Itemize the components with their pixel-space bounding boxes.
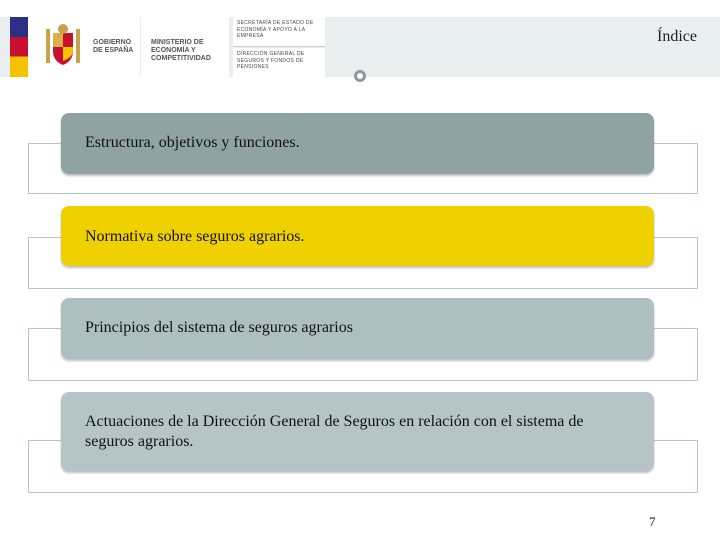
index-item-normativa[interactable]: Normativa sobre seguros agrarios. xyxy=(61,206,654,266)
decorative-circle-icon xyxy=(353,69,367,83)
government-logo xyxy=(28,17,140,77)
secretaria-label: SECRETARÍA DE ESTADO DE ECONOMÍA Y APOYO A LA EMPRESA xyxy=(233,17,325,47)
ministry-text: MINISTERIO DE ECONOMÍA Y COMPETITIVIDAD xyxy=(151,39,211,62)
ministry-logo xyxy=(141,17,229,77)
index-item-actuaciones[interactable]: Actuaciones de la Dirección General de Seguros en relación con el sistema de seguros agrarios. xyxy=(61,392,654,471)
slide-title: Índice xyxy=(657,28,697,45)
index-item-principios[interactable]: Principios del sistema de seguros agrarios xyxy=(61,298,654,359)
direccion-label: DIRECCIÓN GENERAL DE SEGUROS Y FONDOS DE PENSIONES xyxy=(233,48,325,89)
index-item-estructura[interactable]: Estructura, objetivos y funciones. xyxy=(61,113,654,174)
page-number: 7 xyxy=(649,514,656,529)
coat-of-arms-icon xyxy=(42,23,84,71)
gov-logo-text: GOBIERNO DE ESPAÑA xyxy=(93,39,134,54)
eu-flag-strip xyxy=(10,17,28,77)
